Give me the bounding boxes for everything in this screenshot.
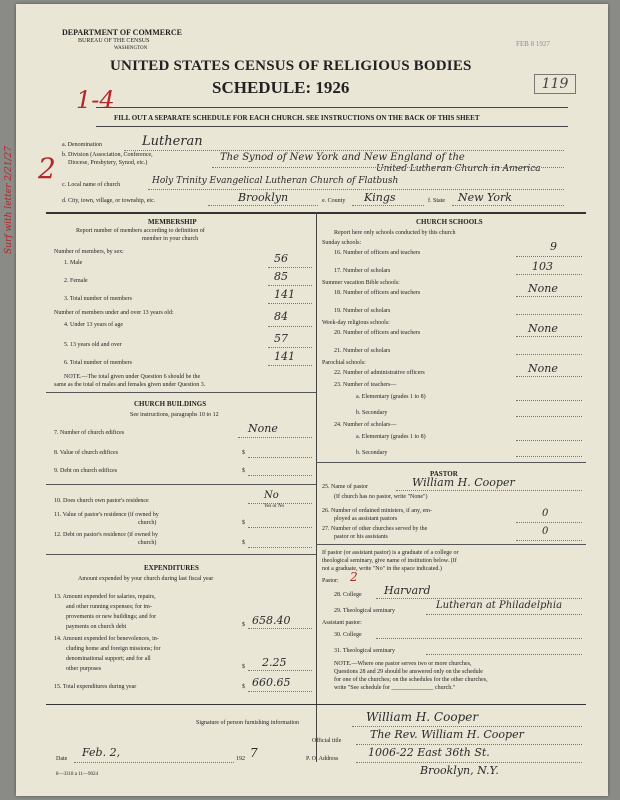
local-name-value: Holy Trinity Evangelical Lutheran Church of Flatbush (152, 176, 399, 186)
local-name-label: c. Local name of church (62, 182, 121, 188)
pastor-label: Pastor: (322, 578, 339, 584)
total-members-label: 3. Total number of members (64, 296, 132, 302)
over13-label: 5. 13 years old and over (64, 342, 122, 348)
q18-value: None (528, 282, 558, 295)
q13-label (54, 592, 156, 632)
q26-value: 0 (542, 508, 549, 519)
pastor-mark: 2 (350, 570, 358, 584)
assistant-label: Assistant pastor: (322, 620, 362, 626)
q14-value: 2.25 (262, 656, 287, 669)
q18-label: 18. Number of officers and teachers (334, 290, 421, 296)
by-sex-label: Number of members, by sex: (54, 249, 124, 255)
division-value-2: United Lutheran Church in America (376, 164, 541, 174)
membership-sub-1: Report number of members according to definition of (76, 228, 205, 234)
pastor-intro-3: not a graduate, write "No" in the space indicated.) (322, 566, 442, 572)
yes-no-hint: Yes or No (264, 504, 285, 509)
signature-value: William H. Cooper (366, 710, 479, 724)
received-stamp: FEB 8 1927 (516, 40, 550, 48)
q14-line-3: denominational support; and for all (66, 656, 151, 662)
q14-dollar: $ (242, 664, 245, 670)
department-name: DEPARTMENT OF COMMERCE (62, 28, 183, 37)
buildings-sub: See instructions, paragraphs 10 to 12 (130, 412, 219, 418)
division-value: The Synod of New York and New England of the (220, 152, 465, 163)
q8-label: 8. Value of church edifices (54, 450, 119, 456)
year-value: 7 (250, 746, 258, 760)
total-members-2-value: 141 (274, 350, 295, 363)
age-label: Number of members under and over 13 years old: (54, 310, 174, 316)
sunday-label: Sunday schools: (322, 240, 362, 246)
membership-note-1: NOTE.—The total given under Question 6 should be the (64, 374, 201, 380)
q25-note: (If church has no pastor, write "None") (334, 494, 428, 500)
q17-label: 17. Number of scholars (334, 268, 391, 274)
total-members-2-label: 6. Total number of members (64, 360, 132, 366)
q7-value: None (248, 422, 278, 435)
q11-dollar: $ (242, 520, 245, 526)
under13-value: 84 (274, 310, 288, 323)
q13-dollar: $ (242, 622, 245, 628)
summer-label: Summer vacation Bible schools: (322, 280, 400, 286)
q10-value: No (264, 490, 279, 501)
expenditures-sub: Amount expended by your church during last fiscal year (78, 576, 214, 582)
pastor-note-3: for one of the churches; on the schedules for the other churches, (334, 677, 488, 683)
q14-line-4: other purposes (66, 666, 102, 672)
year-label: 192 (236, 756, 245, 762)
q30-label: 30. College (334, 632, 362, 638)
schedule-title: SCHEDULE: 1926 (212, 78, 350, 97)
denomination-value: Lutheran (142, 134, 203, 149)
pastor-intro-2: theological seminary, give name of institution below. (If (322, 558, 457, 564)
q21-label: 21. Number of scholars (334, 348, 391, 354)
membership-sub-2: member in your church (142, 236, 199, 242)
q23b-label: b. Secondary (356, 410, 388, 416)
q20-label: 20. Number of officers and teachers (334, 330, 421, 336)
pastor-note (334, 660, 488, 692)
official-title-value: The Rev. William H. Cooper (370, 728, 524, 741)
q29-value: Lutheran at Philadelphia (436, 600, 563, 611)
weekday-label: Week-day religious schools: (322, 320, 390, 326)
membership-heading: MEMBERSHIP (148, 218, 197, 226)
file-number-box: 119 (534, 74, 576, 94)
buildings-heading: CHURCH BUILDINGS (134, 400, 207, 408)
q27-value: 0 (542, 526, 549, 537)
q13-line-4: payments on church debt (66, 624, 127, 630)
division-label-1: b. Division (Association, Conference, (62, 152, 153, 158)
denomination-label: a. Denomination (62, 142, 102, 148)
margin-mark: 2 (38, 152, 56, 185)
q15-label: 15. Total expenditures during year (54, 684, 137, 690)
state-value: New York (458, 191, 512, 204)
expenditures-heading: EXPENDITURES (144, 564, 199, 572)
q11-label-b: church) (138, 520, 157, 526)
q24b-label: b. Secondary (356, 450, 388, 456)
q8-dollar: $ (242, 450, 245, 456)
state-label: f. State (428, 198, 445, 204)
bureau-city: WASHINGTON (114, 46, 148, 51)
pastor-note-1: NOTE.—Where one pastor serves two or more churches, (334, 661, 472, 667)
q14-line-2: cluding home and foreign missions; for (66, 646, 161, 652)
q17-value: 103 (532, 260, 553, 273)
county-label: e. County (322, 198, 346, 204)
q14-label (54, 634, 161, 674)
q26-label-b: ployed as assistant pastors (334, 516, 398, 522)
q29-label: 29. Theological seminary (334, 608, 396, 614)
pastor-heading: PASTOR (430, 470, 458, 478)
under13-label: 4. Under 13 years of age (64, 322, 123, 328)
division-label-2: Diocese, Presbytery, Synod, etc.) (68, 160, 148, 166)
address-label: P. O. Address (306, 756, 339, 762)
county-value: Kings (364, 191, 396, 204)
form-title: UNITED STATES CENSUS OF RELIGIOUS BODIES (110, 58, 472, 74)
parochial-label: Parochial schools: (322, 360, 366, 366)
q7-label: 7. Number of church edifices (54, 430, 125, 436)
q23-label: 23. Number of teachers— (334, 382, 397, 388)
q23a-label: a. Elementary (grades 1 to 8) (356, 394, 426, 400)
q13-line-2: and other running expenses; for im- (66, 604, 152, 610)
q22-value: None (528, 362, 558, 375)
male-label: 1. Male (64, 260, 83, 266)
q16-label: 16. Number of officers and teachers (334, 250, 421, 256)
q19-label: 19. Number of scholars (334, 308, 391, 314)
q13-line-1: 13. Amount expended for salaries, repairs, (54, 594, 156, 600)
city-label: d. City, town, village, or township, etc. (62, 198, 156, 204)
form-number: 8—3318 a 11—9024 (56, 772, 99, 777)
date-value: Feb. 2, (82, 746, 121, 759)
q28-label: 28. College (334, 592, 362, 598)
total-members-value: 141 (274, 288, 295, 301)
red-file-mark: 1-4 (76, 86, 115, 114)
q13-value: 658.40 (252, 614, 291, 627)
date-label: Date (56, 756, 68, 762)
q16-value: 9 (550, 240, 557, 253)
city-value: Brooklyn (238, 191, 289, 204)
q27-label-b: pastor or his assistants (334, 534, 388, 540)
q10-label: 10. Does church own pastor's residence (54, 498, 149, 504)
female-label: 2. Female (64, 278, 88, 284)
instruction-line: FILL OUT A SEPARATE SCHEDULE FOR EACH CHURCH. SEE INSTRUCTIONS ON THE BACK OF THIS SHEET (114, 114, 480, 122)
q15-dollar: $ (242, 684, 245, 690)
q25-value: William H. Cooper (412, 476, 515, 489)
q12-label-b: church) (138, 540, 157, 546)
q24-label: 24. Number of scholars— (334, 422, 397, 428)
q14-line-1: 14. Amount expended for benevolences, in- (54, 636, 159, 642)
official-title-label: Official title (312, 738, 342, 744)
pastor-intro-1: If pastor (or assistant pastor) is a graduate of a college or (322, 550, 459, 556)
address-value-2: Brooklyn, N.Y. (420, 764, 499, 777)
q12-label-a: 12. Debt on pastor's residence (if owned by (54, 532, 159, 538)
schools-sub: Report here only schools conducted by this church (334, 230, 456, 236)
q15-value: 660.65 (252, 676, 291, 689)
bureau-name: BUREAU OF THE CENSUS (78, 38, 150, 44)
q25-label: 25. Name of pastor (322, 484, 368, 490)
margin-note: Surf with letter 2/21/27 (4, 146, 14, 254)
census-schedule-sheet (4, 4, 608, 796)
q28-value: Harvard (384, 584, 431, 597)
q9-dollar: $ (242, 468, 245, 474)
signature-label: Signature of person furnishing information (196, 720, 299, 726)
q13-line-3: provements or new buildings; and for (66, 614, 157, 620)
q11-label-a: 11. Value of pastor's residence (if owned by (54, 512, 159, 518)
q31-label: 31. Theological seminary (334, 648, 396, 654)
q12-dollar: $ (242, 540, 245, 546)
q20-value: None (528, 322, 558, 335)
q27-label-a: 27. Number of other churches served by the (322, 526, 428, 532)
male-value: 56 (274, 252, 288, 265)
pastor-note-4: write "See schedule for ______________ church." (334, 685, 456, 691)
over13-value: 57 (274, 332, 288, 345)
pastor-note-2: Questions 28 and 29 should be answered only on the schedule (334, 669, 483, 675)
membership-note-2: same as the total of males and females given under Question 3. (54, 382, 206, 388)
schools-heading: CHURCH SCHOOLS (416, 218, 483, 226)
female-value: 85 (274, 270, 288, 283)
q26-label-a: 26. Number of ordained ministers, if any, em- (322, 508, 432, 514)
q24a-label: a. Elementary (grades 1 to 8) (356, 434, 426, 440)
q22-label: 22. Number of administrative officers (334, 370, 425, 376)
q9-label: 9. Debt on church edifices (54, 468, 118, 474)
address-value: 1006-22 East 36th St. (368, 746, 490, 759)
